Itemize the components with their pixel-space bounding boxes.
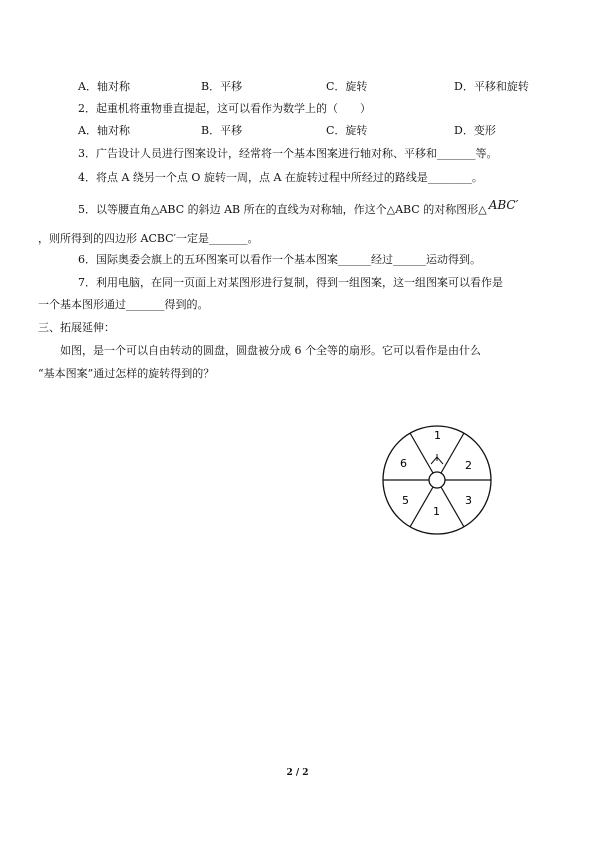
sector-label-top-left: 6 <box>400 457 407 470</box>
q1-option-d: D．平移和旋转 <box>454 80 529 93</box>
sector-label-top-right: 2 <box>465 459 472 472</box>
q1-option-b: B．平移 <box>201 80 243 93</box>
q5-text-continued: ，则所得到的四边形 ACBC′一定是_______。 <box>38 232 259 245</box>
rotating-disc-figure <box>378 420 496 550</box>
q3-text: 3．广告设计人员进行图案设计，经常将一个基本图案进行轴对称、平移和_______等。 <box>78 147 498 160</box>
sector-label-bottom: 1 <box>433 505 440 518</box>
section-para-2: “基本图案”通过怎样的旋转得到的？ <box>38 367 215 380</box>
section-para-1: 如图，是一个可以自由转动的圆盘，圆盘被分成 6 个全等的扇形。它可以看作是由什么 <box>60 344 481 357</box>
sector-label-bottom-left: 5 <box>402 494 409 507</box>
q2-option-d: D．变形 <box>454 124 496 137</box>
divider-2 <box>441 433 464 473</box>
q4-text: 4．将点 A 绕另一个点 O 旋转一周，点 A 在旋转过程中所经过的路线是________。 <box>78 171 483 184</box>
q5-text-main: 5．以等腰直角△ABC 的斜边 AB 所在的直线为对称轴，作这个△ABC 的对称图形△ <box>78 203 487 216</box>
sector-label-top: 1 <box>434 429 441 442</box>
arrow-mark <box>431 454 443 464</box>
q5-text <box>78 198 519 217</box>
q2-text: 2．起重机将重物垂直提起，这可以看作为数学上的（ ） <box>78 102 371 115</box>
section-heading: 三、拓展延伸： <box>38 321 115 334</box>
page-number: 2 / 2 <box>286 768 309 778</box>
inner-circle <box>429 472 445 488</box>
q5-math: ABC′ <box>488 198 519 212</box>
q6-text: 6．国际奥委会旗上的五环图案可以看作一个基本图案______经过______运动得到。 <box>78 253 481 266</box>
q2-option-c: C．旋转 <box>326 124 368 137</box>
q2-option-a: A．轴对称 <box>78 124 130 137</box>
q2-option-b: B．平移 <box>201 124 243 137</box>
sector-label-bottom-right: 3 <box>465 494 472 507</box>
q1-option-a: A．轴对称 <box>78 80 130 93</box>
q7-text: 7．利用电脑，在同一页面上对某图形进行复制，得到一组图案，这一组图案可以看作是 <box>78 276 503 289</box>
divider-4 <box>441 487 464 527</box>
q7-text-continued: 一个基本图形通过_______得到的。 <box>38 298 209 311</box>
divider-5 <box>410 487 433 527</box>
q1-option-c: C．旋转 <box>326 80 368 93</box>
divider-1 <box>410 433 433 473</box>
